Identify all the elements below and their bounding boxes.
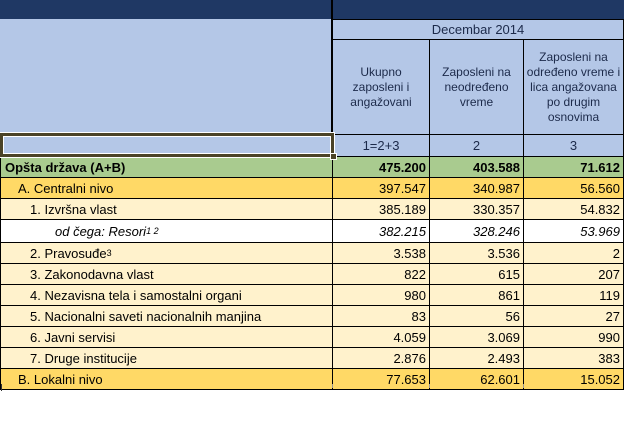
cell-value: 53.969 (580, 223, 620, 239)
value-cell[interactable] (430, 348, 524, 368)
table-row (0, 220, 624, 243)
table-row (0, 178, 624, 199)
cell-value: 83 (411, 308, 426, 324)
table-row (0, 369, 624, 390)
cell-value: 54.832 (580, 201, 620, 217)
value-cell[interactable] (430, 285, 524, 305)
table-row (0, 264, 624, 285)
cell-value: 27 (605, 308, 620, 324)
column-code-cell[interactable] (333, 135, 430, 157)
row-label: od čega: Resori (55, 223, 147, 239)
row-label-cell[interactable] (0, 157, 333, 177)
table-row (0, 306, 624, 327)
value-cell[interactable] (430, 243, 524, 263)
cell-value: 382.215 (379, 223, 426, 239)
cell-value: 56.560 (580, 180, 620, 196)
column-header-permanent[interactable] (430, 40, 524, 135)
row-label-cell[interactable] (0, 369, 333, 389)
value-cell[interactable] (333, 243, 430, 263)
row-label: 5. Nacionalni saveti nacionalnih manjina (30, 308, 262, 324)
value-cell[interactable] (524, 178, 624, 198)
column-header-fixed-term[interactable] (524, 40, 624, 135)
row-label-cell[interactable] (0, 327, 333, 347)
cell-value: 2 (612, 245, 620, 261)
value-cell[interactable] (430, 327, 524, 347)
value-cell[interactable] (333, 199, 430, 219)
value-cell[interactable] (430, 220, 524, 242)
value-cell[interactable] (524, 306, 624, 326)
cell-value: 2.493 (487, 350, 520, 366)
value-cell[interactable] (524, 264, 624, 284)
value-cell[interactable] (333, 327, 430, 347)
cell-value: 615 (498, 266, 520, 282)
column-code: 2 (472, 138, 481, 153)
column-header-label: Zaposleni na neodređeno vreme (442, 64, 511, 109)
column-headers (333, 40, 624, 135)
column-code: 1=2+3 (362, 138, 400, 153)
column-code-cell[interactable] (524, 135, 624, 157)
period-merged-cell[interactable] (333, 19, 624, 40)
value-cell[interactable] (430, 264, 524, 284)
cell-value: 397.547 (379, 180, 426, 196)
column-code: 3 (569, 138, 578, 153)
value-cell[interactable] (430, 178, 524, 198)
gridline-stub (332, 384, 333, 388)
row-label: 3. Zakonodavna vlast (30, 266, 154, 282)
value-cell[interactable] (524, 348, 624, 368)
cell-value: 3.536 (487, 245, 520, 261)
value-cell[interactable] (333, 285, 430, 305)
cell-value: 403.588 (473, 159, 520, 175)
table-row (0, 327, 624, 348)
cell-value: 56 (505, 308, 520, 324)
row-label: 4. Nezavisna tela i samostalni organi (30, 287, 242, 303)
value-cell[interactable] (430, 199, 524, 219)
value-cell[interactable] (524, 220, 624, 242)
row-label: 1. Izvršna vlast (30, 201, 117, 217)
column-header-total[interactable] (333, 40, 430, 135)
value-cell[interactable] (333, 220, 430, 242)
cell-value: 62.601 (480, 371, 520, 387)
column-header-label: Zaposleni na određeno vreme i lica angažovana po drugim osnovima (526, 49, 621, 124)
value-cell[interactable] (430, 369, 524, 389)
row-label-cell[interactable] (0, 264, 333, 284)
value-cell[interactable] (333, 157, 430, 177)
column-code-cell[interactable] (430, 135, 524, 157)
cell-value: 340.987 (473, 180, 520, 196)
cell-value: 861 (498, 287, 520, 303)
table-row (0, 285, 624, 306)
gridline-stub (1, 384, 2, 391)
row-label: 6. Javni servisi (30, 329, 116, 345)
row-label: B. Lokalni nivo (18, 371, 103, 387)
row-label-cell[interactable] (0, 306, 333, 326)
value-cell[interactable] (333, 306, 430, 326)
row-label: A. Centralni nivo (18, 180, 114, 196)
table-row (0, 243, 624, 264)
gridline-stub (429, 384, 430, 388)
value-cell[interactable] (524, 157, 624, 177)
cell-value: 3.069 (487, 329, 520, 345)
row-label: 2. Pravosuđe (30, 245, 107, 261)
cell-value: 822 (404, 266, 426, 282)
cell-value: 385.189 (379, 201, 426, 217)
column-code-row (333, 135, 624, 157)
value-cell[interactable] (524, 285, 624, 305)
cell-value: 330.357 (473, 201, 520, 217)
cell-value: 3.538 (393, 245, 426, 261)
row-label-cell[interactable]: od čega: Resori 1 2 (0, 220, 333, 242)
cell-value: 71.612 (580, 159, 620, 175)
fill-handle[interactable] (330, 153, 337, 160)
value-cell[interactable] (333, 178, 430, 198)
cell-value: 328.246 (473, 223, 520, 239)
column-header-label: Ukupno zaposleni i angažovani (350, 64, 412, 109)
table-row (0, 157, 624, 178)
data-table (0, 157, 624, 390)
cell-value: 4.059 (393, 329, 426, 345)
gridline-stub (523, 384, 524, 388)
row-label-cell[interactable] (0, 348, 333, 368)
value-cell[interactable] (524, 369, 624, 389)
cell-value: 77.653 (386, 371, 426, 387)
value-cell[interactable] (333, 369, 430, 389)
row-label-cell[interactable] (0, 199, 333, 219)
cell-value: 2.876 (393, 350, 426, 366)
period-label: Decembar 2014 (431, 22, 525, 37)
table-row (0, 348, 624, 369)
cell-value: 980 (404, 287, 426, 303)
value-cell[interactable] (524, 243, 624, 263)
table-row (0, 199, 624, 220)
value-cell[interactable] (333, 264, 430, 284)
value-cell[interactable] (333, 348, 430, 368)
cell-value: 207 (598, 266, 620, 282)
cell-value: 475.200 (379, 159, 426, 175)
dark-header-band (0, 0, 624, 19)
value-cell[interactable] (430, 157, 524, 177)
cell-value: 119 (599, 287, 620, 303)
row-label-cell[interactable] (0, 285, 333, 305)
selected-cell[interactable] (0, 133, 334, 157)
value-cell[interactable] (524, 327, 624, 347)
value-cell[interactable] (524, 199, 624, 219)
value-cell[interactable] (430, 306, 524, 326)
row-label-cell[interactable]: 2. Pravosuđe 3 (0, 243, 333, 263)
row-label-cell[interactable] (0, 178, 333, 198)
row-label: 7. Druge institucije (30, 350, 137, 366)
cell-value: 383 (598, 350, 620, 366)
cell-value: 15.052 (580, 371, 620, 387)
row-label: Opšta država (A+B) (5, 159, 126, 175)
cell-value: 990 (598, 329, 620, 345)
